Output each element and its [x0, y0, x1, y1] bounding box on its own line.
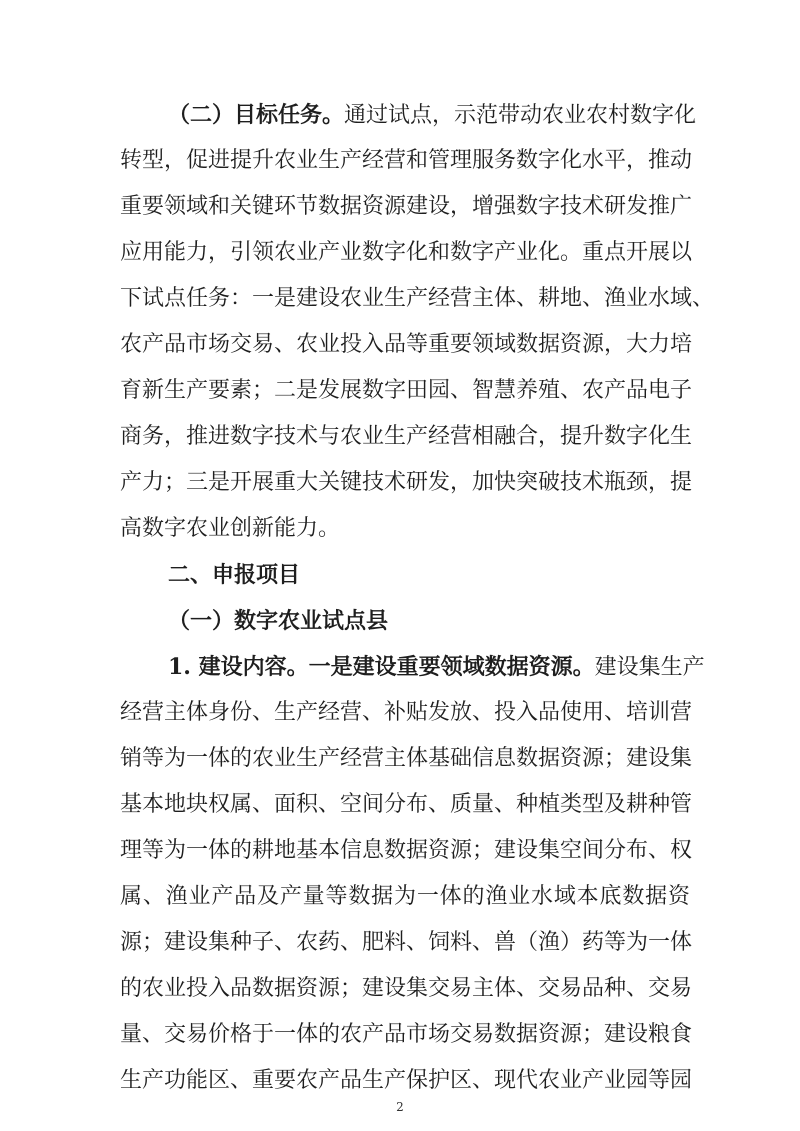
paragraph-content-line: 量、交易价格于一体的农产品市场交易数据资源；建设粮食 — [120, 1022, 693, 1047]
paragraph-goals-line: 商务，推进数字技术与农业生产经营相融合，提升数字化生 — [120, 424, 693, 449]
paragraph-content-line: 的农业投入品数据资源；建设集交易主体、交易品种、交易 — [120, 976, 693, 1001]
paragraph-goals-line: 重要领域和关键环节数据资源建设，增强数字技术研发推广 — [120, 194, 693, 219]
paragraph-content-line: 销等为一体的农业生产经营主体基础信息数据资源；建设集 — [120, 746, 693, 771]
paragraph-goals-line: 应用能力，引领农业产业数字化和数字产业化。重点开展以 — [120, 240, 693, 265]
paragraph-content-line: 经营主体身份、生产经营、补贴发放、投入品使用、培训营 — [120, 700, 693, 725]
paragraph-content-line: 理等为一体的耕地基本信息数据资源；建设集空间分布、权 — [120, 838, 693, 863]
paragraph-content-line: 生产功能区、重要农产品生产保护区、现代农业产业园等园 — [120, 1068, 693, 1093]
paragraph-content-line: 源；建设集种子、农药、肥料、饲料、兽（渔）药等为一体 — [120, 930, 693, 955]
paragraph-goals-line: 高数字农业创新能力。 — [120, 516, 341, 541]
paragraph-content-line: 属、渔业产品及产量等数据为一体的渔业水域本底数据资 — [120, 884, 690, 909]
content-text: 建设集生产 — [594, 655, 705, 680]
page-number: 2 — [396, 1100, 404, 1114]
paragraph-content-line: 基本地块权属、面积、空间分布、质量、种植类型及耕种管 — [120, 792, 693, 817]
paragraph-goals-line: 下试点任务：一是建设农业生产经营主体、耕地、渔业水域、 — [120, 286, 715, 311]
paragraph-goals-line: 产力；三是开展重大关键技术研发，加快突破技术瓶颈，提 — [120, 470, 693, 495]
goals-text: 通过试点，示范带动农业农村数字化 — [344, 103, 697, 128]
paragraph-content-line-1 — [168, 649, 705, 685]
paragraph-goals-line: 农产品市场交易、农业投入品等重要领域数据资源，大力培 — [120, 332, 693, 357]
content-heading: 1. 建设内容。一是建设重要领域数据资源。 — [168, 654, 595, 680]
paragraph-goals-line: 育新生产要素；二是发展数字田园、智慧养殖、农产品电子 — [120, 378, 693, 403]
subsection-heading: （一）数字农业试点县 — [168, 608, 389, 634]
goals-heading: （二）目标任务。 — [168, 102, 345, 128]
paragraph-goals-line: 转型，促进提升农业生产经营和管理服务数字化水平，推动 — [120, 148, 693, 173]
section-heading: 二、申报项目 — [168, 562, 301, 588]
paragraph-goals-line-1 — [168, 97, 697, 133]
